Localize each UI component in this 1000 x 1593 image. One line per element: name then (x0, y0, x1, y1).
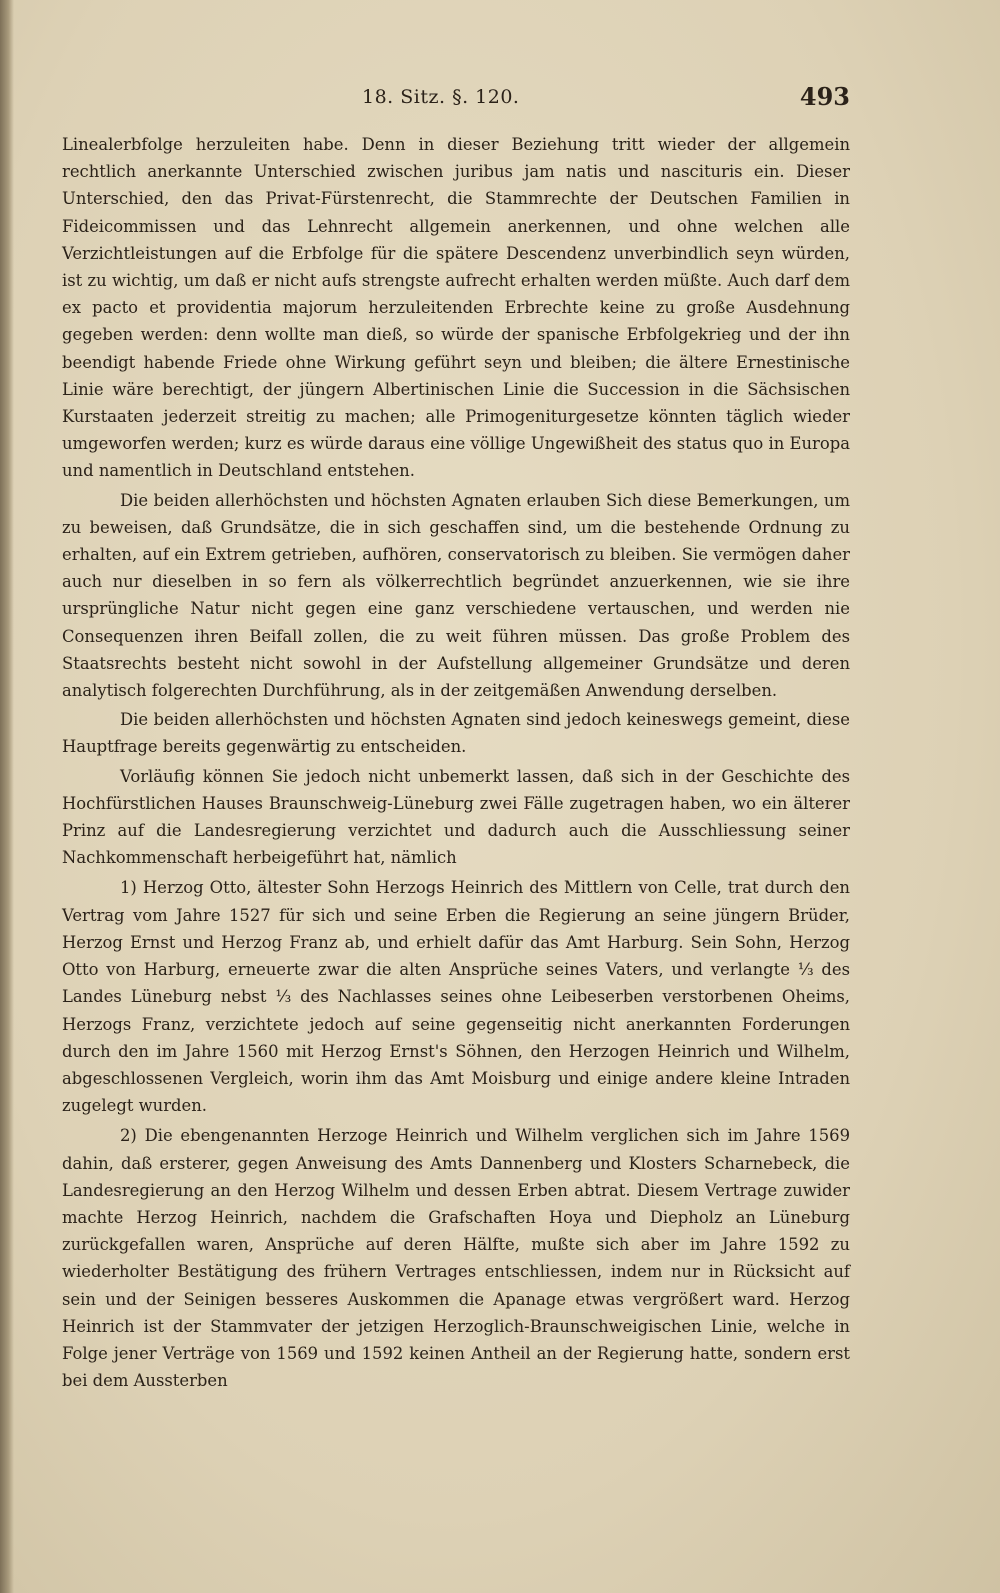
page-number: 493 (799, 82, 850, 111)
page-body (62, 131, 850, 1394)
list-item-case-2: 2) Die ebengenannten Herzoge Heinrich und Wilhelm verglichen sich im Jahre 1569 dahin, daß ersterer, gegen Anweisung des Amts Dannenberg und Klosters Scharnebeck, die Landesregierung an den Herzog Wilhelm und dessen Erben abtrat. Diesem Vertrage zuwider machte Herzog Heinrich, nachdem die Grafschaften Hoya und Diepholz an Lüneburg zurückgefallen waren, Ansprüche auf deren Hälfte, mußte sich aber im Jahre 1592 zu wiederholter Bestätigung des frühern Vertrages entschliessen, indem nur in Rücksicht auf sein und der Seinigen besseres Auskommen die Apanage etwas vergrößert ward. Herzog Heinrich ist der Stammvater der jetzigen Herzoglich-Braunschweigischen Linie, welche in Folge jener Verträge von 1569 und 1592 keinen Antheil an der Regierung hatte, sondern erst bei dem Aussterben (62, 1126, 850, 1391)
page-header (62, 82, 850, 116)
paragraph-main-question: Die beiden allerhöchsten und höchsten Agnaten sind jedoch keineswegs gemeint, diese Hauptfrage bereits gegenwärtig zu entscheiden. (62, 710, 850, 757)
paragraph-observations: Die beiden allerhöchsten und höchsten Agnaten erlauben Sich diese Bemerkungen, um zu beweisen, daß Grundsätze, die in sich geschaffen sind, um die bestehende Ordnung zu erhalten, auf ein Extrem getrieben, aufhören, conservatorisch zu bleiben. Sie vermögen daher auch nur dieselben in so fern als völkerrechtlich begründet anzuerkennen, wie sie ihre ursprüngliche Natur nicht gegen eine ganz verschiedene vertauschen, und werden nie Consequenzen ihren Beifall zollen, die zu weit führen müssen. Das große Problem des Staatsrechts besteht nicht sowohl in der Aufstellung allgemeiner Grundsätze und deren analytisch folgerechten Durchführung, als in der zeitgemäßen Anwendung derselben. (62, 490, 850, 701)
page-gutter-shadow (0, 0, 14, 1593)
list-item-case-1: 1) Herzog Otto, ältester Sohn Herzogs Heinrich des Mittlern von Celle, trat durch den Vertrag vom Jahre 1527 für sich und seine Erben die Regierung an seine jüngern Brüder, Herzog Ernst und Herzog Franz ab, und erhielt dafür das Amt Harburg. Sein Sohn, Herzog Otto von Harburg, erneuerte zwar die alten Ansprüche seines Vaters, und verlangte ⅓ des Landes Lüneburg nebst ⅓ des Nachlasses seines ohne Leibeserben verstorbenen Oheims, Herzogs Franz, verzichtete jedoch auf seine gegenseitig nicht anerkannten Forderungen durch den im Jahre 1560 mit Herzog Ernst's Söhnen, den Herzogen Heinrich und Wilhelm, abgeschlossenen Vergleich, worin ihm das Amt Moisburg und einige andere kleine Intraden zugelegt wurden. (62, 878, 850, 1116)
paragraph-continuation: Linealerbfolge herzuleiten habe. Denn in dieser Beziehung tritt wieder der allgemein rechtlich anerkannte Unterschied zwischen juribus jam natis und nascituris ein. Dieser Unterschied, den das Privat-Fürstenrecht, die Stammrechte der Deutschen Familien in Fideicommissen und das Lehnrecht allgemein anerkennen, und ohne welchen alle Verzichtleistungen auf die Erbfolge für die spätere Descendenz unverbindlich seyn würden, ist zu wichtig, um daß er nicht aufs strengste aufrecht erhalten werden müßte. Auch darf dem ex pacto et providentia majorum herzuleitenden Erbrechte keine zu große Ausdehnung gegeben werden: denn wollte man dieß, so würde der spanische Erbfolgekrieg und der ihn beendigt habende Friede ohne Wirkung geführt seyn und bleiben; die ältere Ernestinische Linie wäre berechtigt, der jüngern Albertinischen Linie die Succession in die Sächsischen Kurstaaten jederzeit streitig zu machen; alle Primogeniturgesetze könnten täglich wieder umgeworfen werden; kurz es würde daraus eine völlige Ungewißheit des status quo in Europa und namentlich in Deutschland entstehen. (62, 135, 850, 481)
running-head: 18. Sitz. §. 120. (362, 86, 520, 108)
paragraph-two-cases-intro: Vorläufig können Sie jedoch nicht unbemerkt lassen, daß sich in der Geschichte des Hochfürstlichen Hauses Braunschweig-Lüneburg zwei Fälle zugetragen haben, wo ein älterer Prinz auf die Landesregierung verzichtet und dadurch auch die Ausschliessung seiner Nachkommenschaft herbeigeführt hat, nämlich (62, 766, 850, 868)
